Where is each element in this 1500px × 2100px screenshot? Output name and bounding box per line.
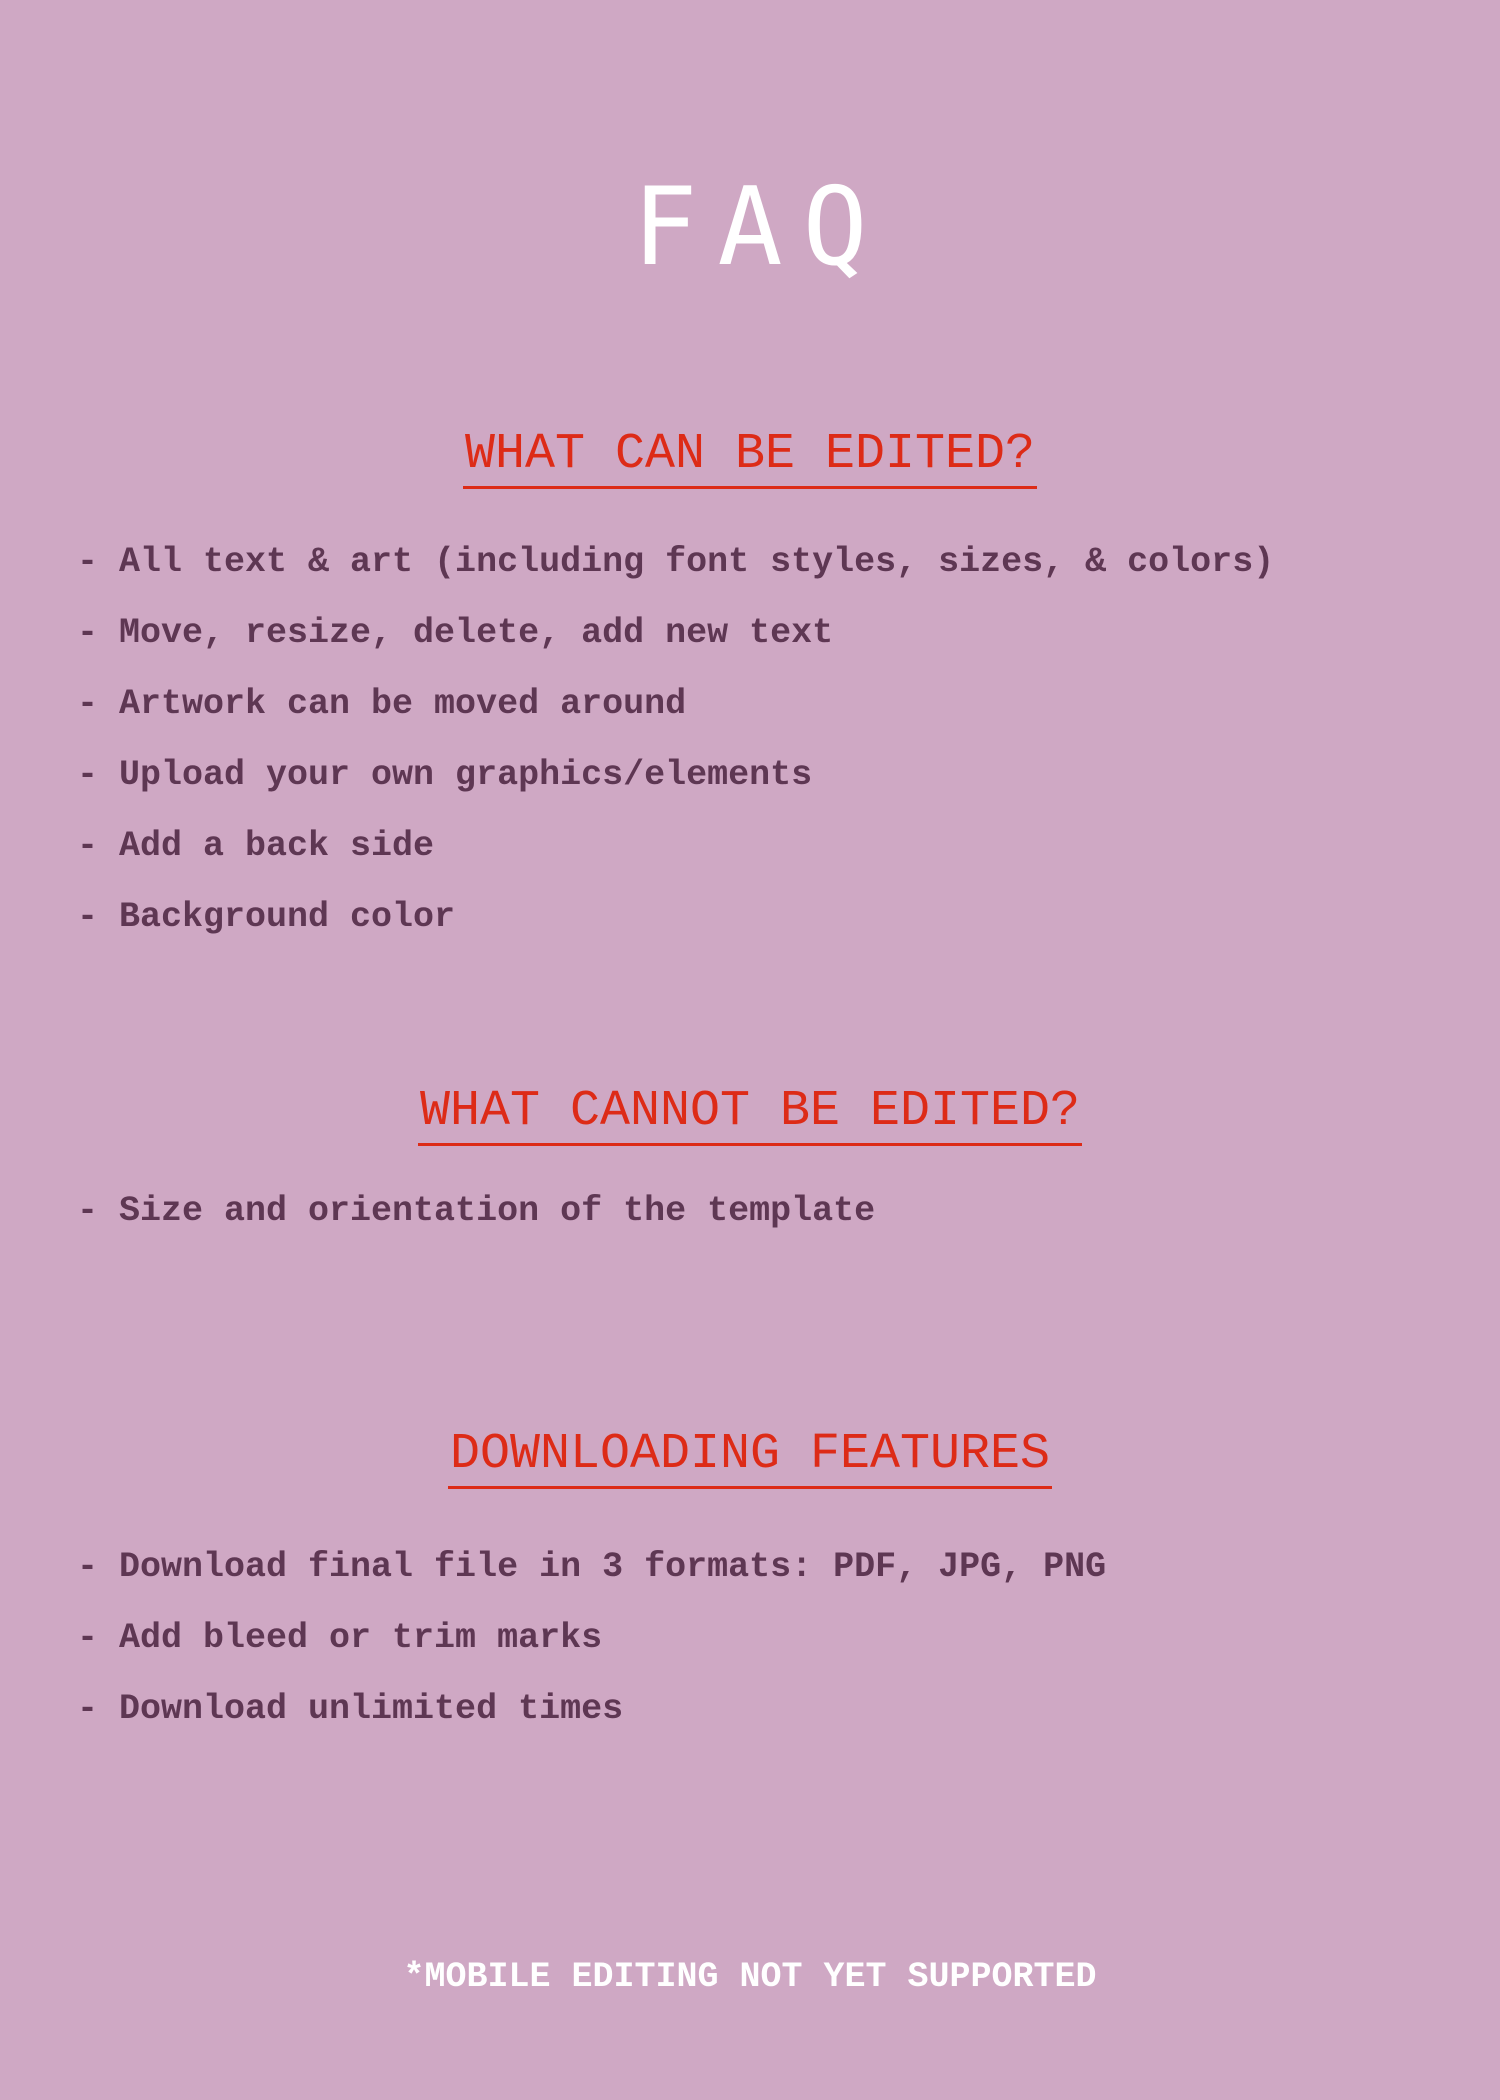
list-item: - Upload your own graphics/elements: [77, 755, 813, 795]
section-heading-what-can-be-edited: [0, 425, 1500, 489]
non-editable-features-list: [77, 1176, 875, 1247]
list-item: - All text & art (including font styles, sizes, & colors): [77, 542, 1275, 582]
list-item: - Size and orientation of the template: [77, 1191, 876, 1231]
list-item: - Artwork can be moved around: [77, 684, 687, 724]
list-item: - Download unlimited times: [77, 1689, 624, 1729]
page-title: FAQ: [632, 165, 888, 290]
editable-features-list: [77, 527, 1274, 953]
downloading-features-list: [77, 1532, 1106, 1745]
mobile-editing-footnote: *MOBILE EDITING NOT YET SUPPORTED: [403, 1957, 1097, 1997]
list-item: - Background color: [77, 897, 456, 937]
list-item: - Add a back side: [77, 826, 435, 866]
section-heading-downloading-features: [0, 1425, 1500, 1489]
section-heading-label: DOWNLOADING FEATURES: [448, 1425, 1052, 1489]
list-item: - Add bleed or trim marks: [77, 1618, 603, 1658]
section-heading-label: WHAT CANNOT BE EDITED?: [418, 1082, 1082, 1146]
list-item: - Move, resize, delete, add new text: [77, 613, 834, 653]
section-heading-label: WHAT CAN BE EDITED?: [463, 425, 1037, 489]
list-item: - Download final file in 3 formats: PDF, JPG, PNG: [77, 1547, 1107, 1587]
section-heading-what-cannot-be-edited: [0, 1082, 1500, 1146]
